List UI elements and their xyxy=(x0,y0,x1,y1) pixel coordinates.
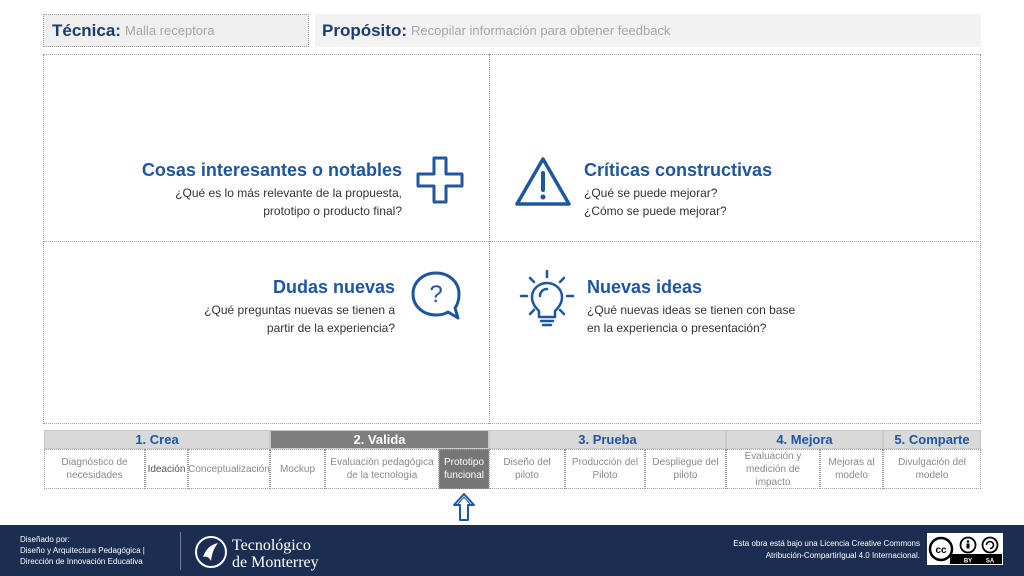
tec-logo-icon xyxy=(194,535,228,569)
tecnica-value: Malla receptora xyxy=(124,23,215,38)
phase-cell-diseno-piloto[interactable]: Diseño del piloto xyxy=(489,449,565,489)
quadrant-grid xyxy=(43,54,981,424)
phase-cell-ideacion[interactable]: Ideación xyxy=(145,449,188,489)
grid-horizontal-divider xyxy=(43,241,981,242)
phase-head-crea[interactable]: 1. Crea xyxy=(44,430,270,449)
phase-cell-mockup[interactable]: Mockup xyxy=(270,449,325,489)
license-line1: Esta obra está bajo una Licencia Creative Commons xyxy=(733,539,920,548)
phase-head-mejora[interactable]: 4. Mejora xyxy=(726,430,883,449)
tecnica-box xyxy=(43,14,309,47)
phase-cell-prototipo-funcional[interactable]: Prototipo funcional xyxy=(439,449,489,489)
phase-cell-conceptualizacion[interactable]: Conceptualización xyxy=(188,449,270,489)
phase-cell-evaluacion-pedagogica[interactable]: Evaluación pedagógica de la tecnología xyxy=(325,449,439,489)
svg-text:?: ? xyxy=(429,281,443,308)
quadrant-interesting-line1: ¿Qué es lo más relevante de la propuesta, xyxy=(175,186,402,200)
quadrant-critics[interactable] xyxy=(584,160,824,220)
phase-cell-despliegue-piloto[interactable]: Despliegue del piloto xyxy=(645,449,726,489)
phase-cell-evaluacion-impacto[interactable]: Evaluación y medición de impacto xyxy=(726,449,820,489)
quadrant-ideas-title: Nuevas ideas xyxy=(587,277,703,297)
phase-head-prueba[interactable]: 3. Prueba xyxy=(489,430,726,449)
credits xyxy=(20,534,145,567)
tec-logo-line2: de Monterrey xyxy=(232,554,319,571)
proposito-box xyxy=(315,14,981,47)
plus-icon xyxy=(416,156,464,204)
quadrant-interesting-title: Cosas interesantes o notables xyxy=(141,160,402,180)
proposito-value: Recopilar información para obtener feedback xyxy=(411,23,671,38)
phase-cell-diagnostico[interactable]: Diagnóstico de necesidades xyxy=(44,449,145,489)
proposito-label: Propósito: xyxy=(322,20,407,40)
quadrant-ideas-line2: en la experiencia o presentación? xyxy=(587,321,767,335)
tec-logo-text xyxy=(232,537,319,571)
quadrant-ideas[interactable] xyxy=(587,277,827,337)
arrow-up-icon xyxy=(452,492,476,522)
quadrant-critics-title: Críticas constructivas xyxy=(584,160,773,180)
svg-text:cc: cc xyxy=(935,545,947,556)
grid-vertical-divider xyxy=(489,54,490,424)
quadrant-interesting-line2: prototipo o producto final? xyxy=(263,204,402,218)
phase-cell-produccion-piloto[interactable]: Producción del Piloto xyxy=(565,449,645,489)
lightbulb-icon xyxy=(518,270,576,330)
quadrant-doubts-title: Dudas nuevas xyxy=(272,277,395,297)
license-text xyxy=(640,538,920,562)
quadrant-doubts[interactable] xyxy=(160,277,395,337)
warning-icon xyxy=(514,156,572,208)
quadrant-critics-line1: ¿Qué se puede mejorar? xyxy=(584,186,718,200)
quadrant-doubts-line2: partir de la experiencia? xyxy=(266,321,395,335)
phase-cell-divulgacion-modelo[interactable]: Divulgación del modelo xyxy=(883,449,981,489)
phase-cell-mejoras-modelo[interactable]: Mejoras al modelo xyxy=(820,449,883,489)
tecnica-label: Técnica: xyxy=(52,20,121,40)
quadrant-doubts-line1: ¿Qué preguntas nuevas se tienen a xyxy=(204,303,395,317)
phase-head-comparte[interactable]: 5. Comparte xyxy=(883,430,981,449)
credit-line2: Diseño y Arquitectura Pedagógica | xyxy=(20,546,145,555)
quadrant-interesting[interactable] xyxy=(140,160,402,220)
quadrant-ideas-line1: ¿Qué nuevas ideas se tienen con base xyxy=(587,303,796,317)
question-bubble-icon xyxy=(410,270,462,322)
cc-sa-label: SA xyxy=(985,558,995,564)
quadrant-critics-line2: ¿Cómo se puede mejorar? xyxy=(584,204,727,218)
cc-license-badge[interactable] xyxy=(927,533,1003,565)
phase-head-valida[interactable]: 2. Valida xyxy=(270,430,489,449)
credit-line1: Diseñado por: xyxy=(20,535,70,544)
credit-line3: Dirección de Innovación Educativa xyxy=(20,557,143,566)
cc-by-sa-icon xyxy=(928,534,1002,564)
tec-logo-line1: Tecnológico xyxy=(232,537,311,554)
footer-divider xyxy=(180,532,181,570)
license-line2: Atribución-CompartirIgual 4.0 Internacional. xyxy=(765,551,920,560)
cc-by-label: BY xyxy=(963,558,973,564)
